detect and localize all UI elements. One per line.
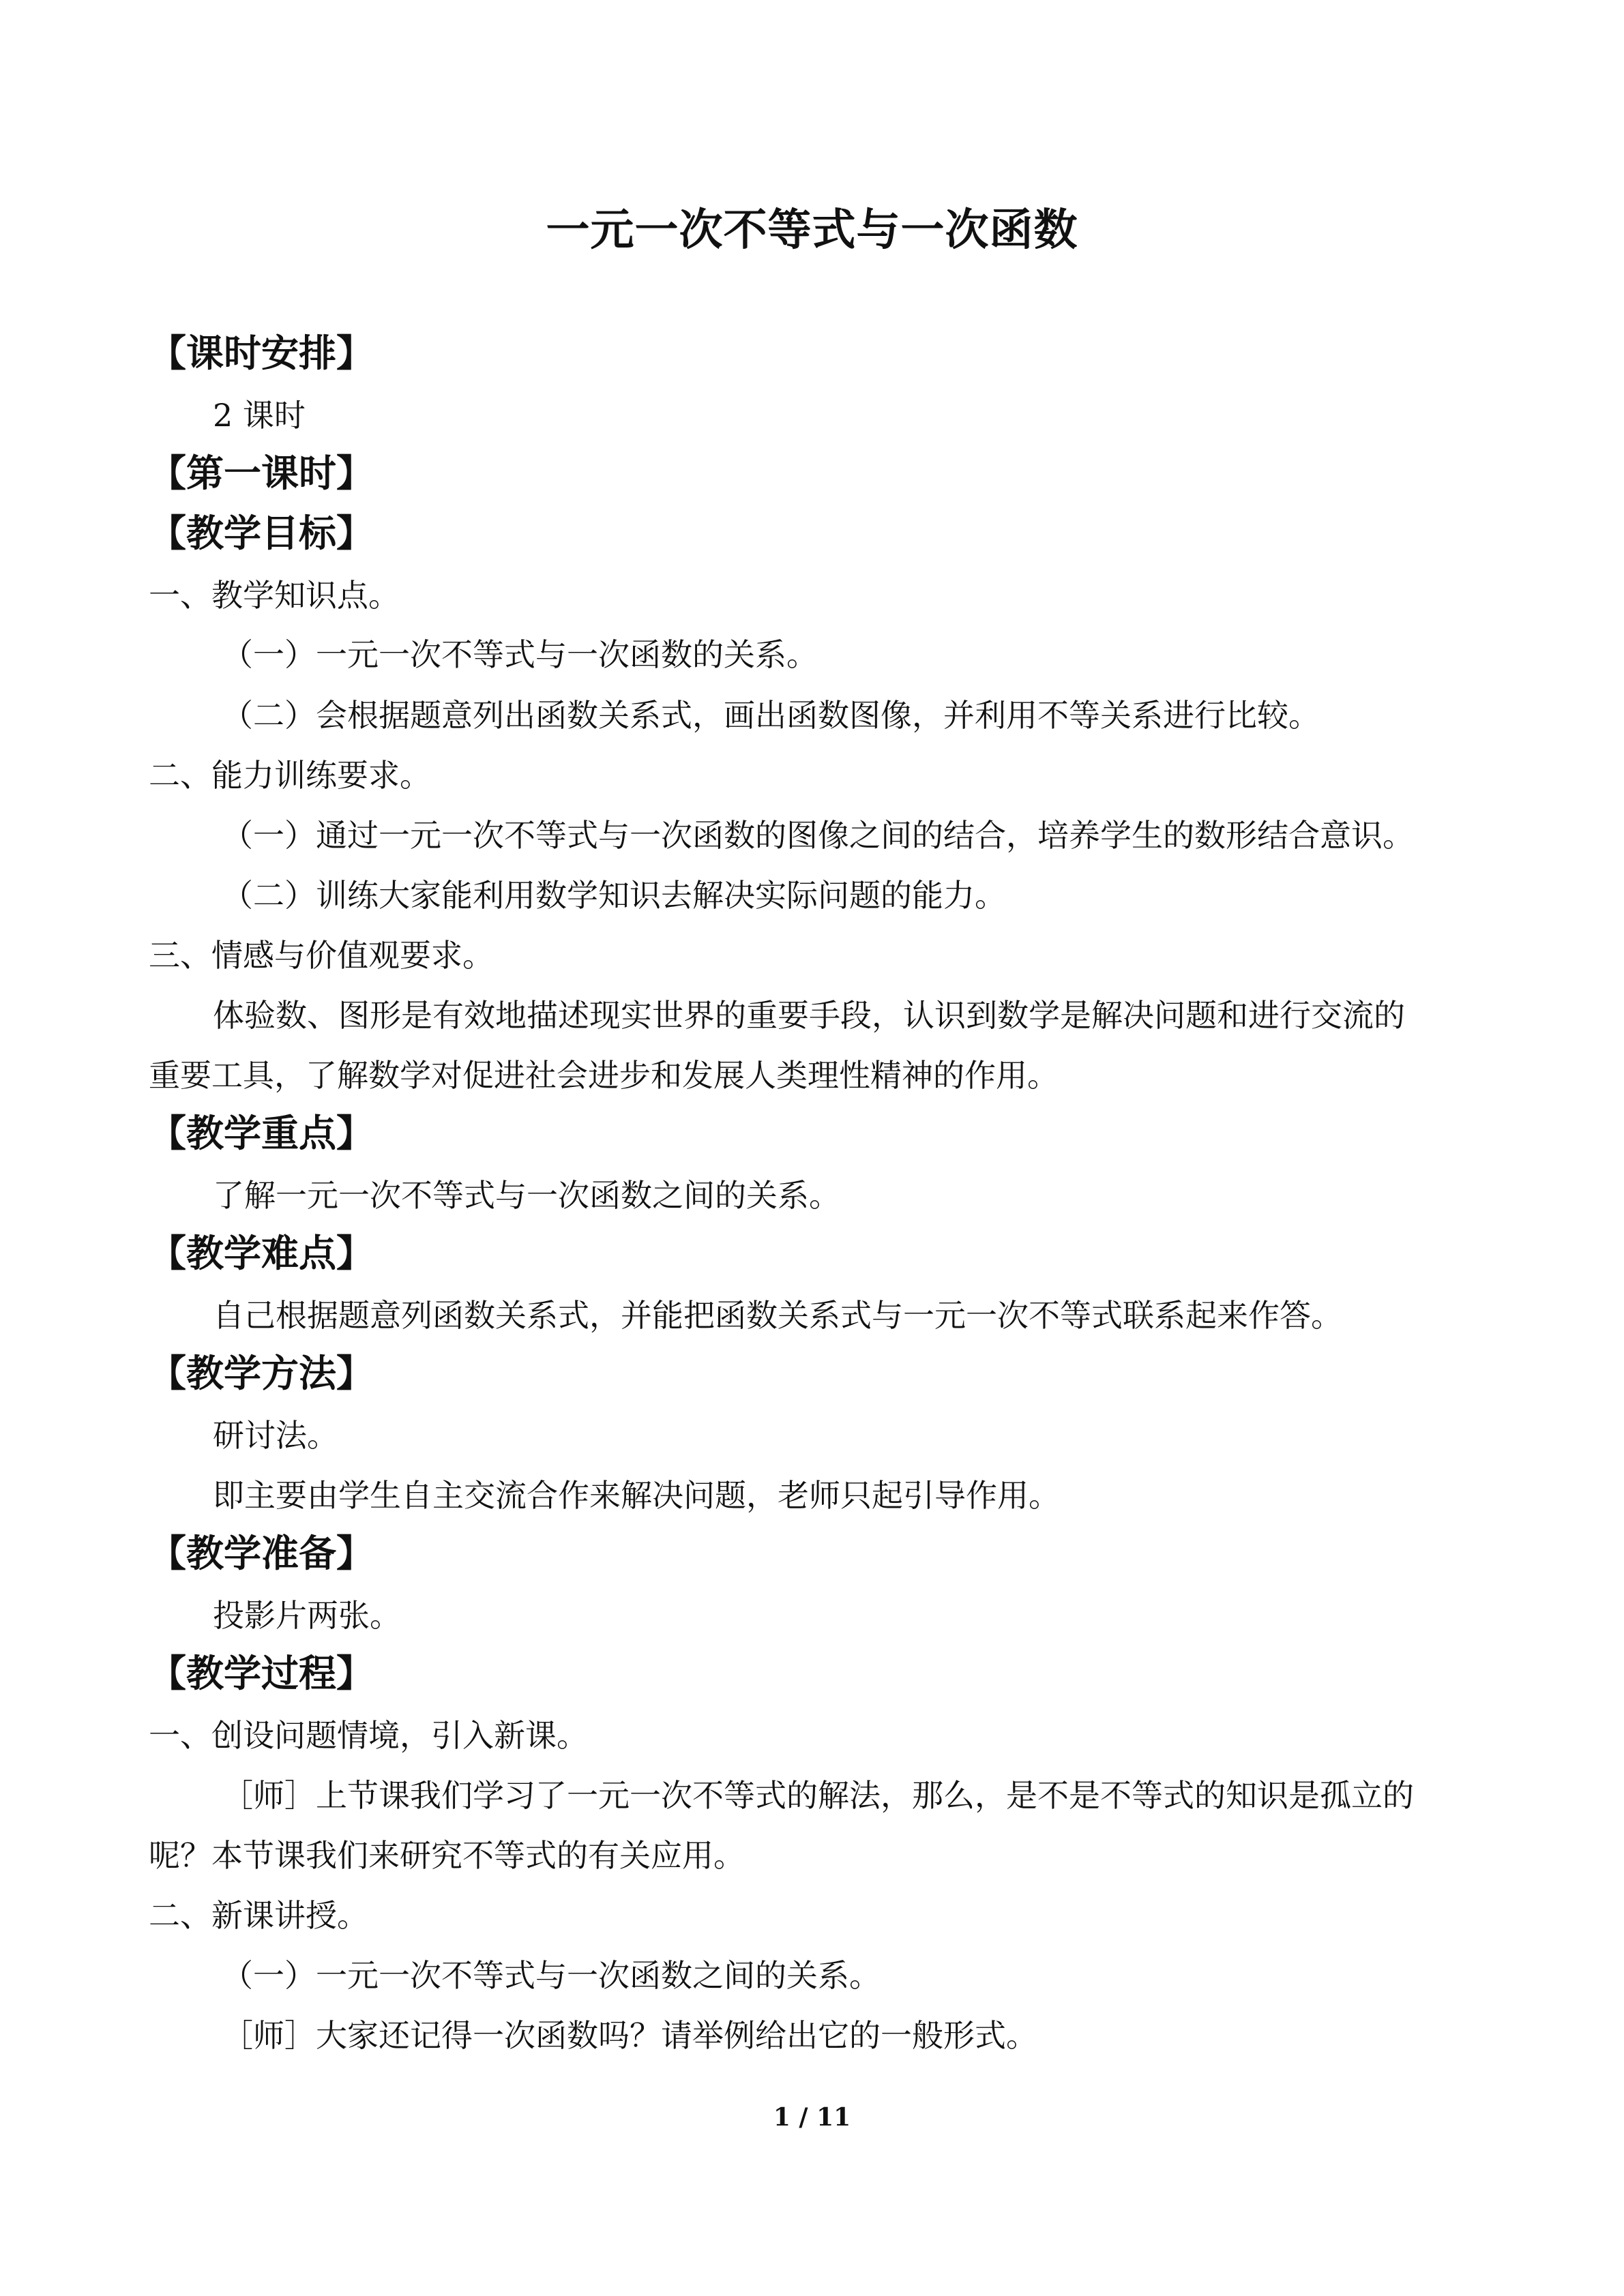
- key-points-text: 了解一元一次不等式与一次函数之间的关系。: [213, 1177, 840, 1214]
- goals-item-2-sub-1: （一）通过一元一次不等式与一次函数的图像之间的结合，培养学生的数形结合意识。: [222, 817, 1414, 854]
- process-step-1-paragraph-2: 呢？本节课我们来研究不等式的有关应用。: [149, 1837, 745, 1874]
- process-step-2-sub-1: （一）一元一次不等式与一次函数之间的关系。: [222, 1957, 881, 1994]
- page-number: 1 / 11: [773, 2103, 851, 2132]
- process-step-2: 二、新课讲授。: [149, 1897, 368, 1934]
- goals-item-3-paragraph-1: 体验数、图形是有效地描述现实世界的重要手段，认识到数学是解决问题和进行交流的: [213, 997, 1405, 1034]
- heading-goals: 【教学目标】: [149, 511, 374, 555]
- heading-preparation: 【教学准备】: [149, 1532, 374, 1575]
- goals-item-1-sub-1: （一）一元一次不等式与一次函数的关系。: [222, 636, 818, 673]
- methods-text-2: 即主要由学生自主交流合作来解决问题，老师只起引导作用。: [213, 1477, 1060, 1514]
- schedule-text: 2 课时: [213, 397, 306, 434]
- heading-difficulties: 【教学难点】: [149, 1232, 374, 1275]
- goals-item-3: 三、情感与价值观要求。: [149, 937, 494, 974]
- process-step-2-paragraph-1: ［师］大家还记得一次函数吗？请举例给出它的一般形式。: [222, 2017, 1037, 2054]
- goals-item-2: 二、能力训练要求。: [149, 757, 431, 794]
- goals-item-1: 一、教学知识点。: [149, 577, 400, 614]
- heading-schedule: 【课时安排】: [149, 331, 374, 375]
- difficulties-text: 自己根据题意列函数关系式，并能把函数关系式与一元一次不等式联系起来作答。: [213, 1297, 1342, 1334]
- process-step-1-paragraph-1: ［师］上节课我们学习了一元一次不等式的解法，那么，是不是不等式的知识是孤立的: [222, 1777, 1414, 1814]
- heading-methods: 【教学方法】: [149, 1352, 374, 1395]
- goals-item-3-paragraph-2: 重要工具，了解数学对促进社会进步和发展人类理性精神的作用。: [149, 1057, 1059, 1094]
- goals-item-2-sub-2: （二）训练大家能利用数学知识去解决实际问题的能力。: [222, 877, 1006, 914]
- process-step-1: 一、创设问题情境，引入新课。: [149, 1717, 588, 1754]
- goals-item-1-sub-2: （二）会根据题意列出函数关系式，画出函数图像，并利用不等关系进行比较。: [222, 697, 1320, 734]
- heading-process: 【教学过程】: [149, 1652, 374, 1695]
- preparation-text: 投影片两张。: [213, 1597, 401, 1634]
- heading-first-lesson: 【第一课时】: [149, 451, 374, 495]
- methods-text-1: 研讨法。: [213, 1417, 338, 1454]
- heading-key-points: 【教学重点】: [149, 1112, 374, 1155]
- document-title: 一元一次不等式与一次函数: [546, 205, 1078, 256]
